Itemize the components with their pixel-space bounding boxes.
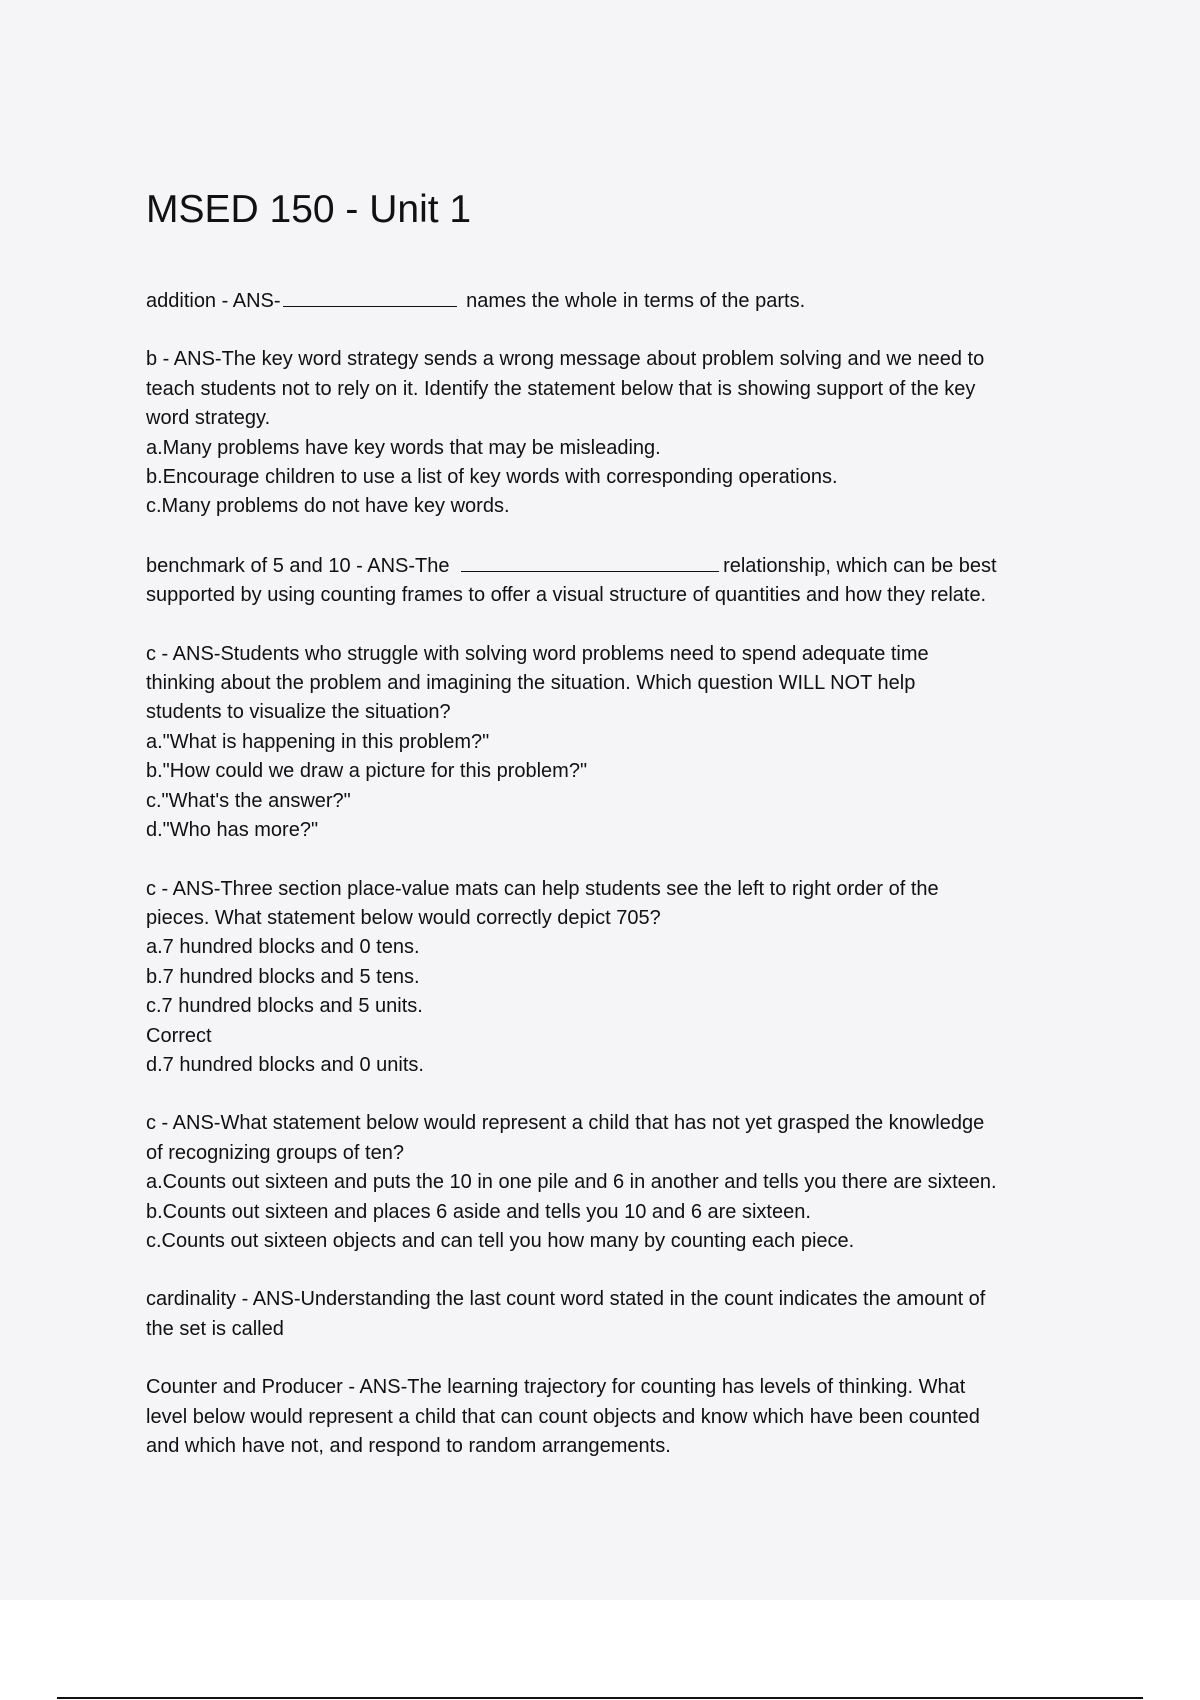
answer-option: a."What is happening in this problem?" <box>146 730 490 753</box>
entry-term-text: addition - ANS- <box>146 290 281 312</box>
flashcard-entry <box>146 1373 1096 1461</box>
entry-line: of recognizing groups of ten? <box>146 1141 404 1164</box>
answer-option: a.7 hundred blocks and 0 tens. <box>146 936 420 959</box>
entry-line: Counter and Producer - ANS-The learning trajectory for counting has levels of thinking. What <box>146 1376 966 1399</box>
answer-option: b.7 hundred blocks and 5 tens. <box>146 965 420 988</box>
entry-line: cardinality - ANS-Understanding the last count word stated in the count indicates the amount of <box>146 1288 986 1311</box>
flashcard-entry <box>146 551 1096 611</box>
entry-line: teach students not to rely on it. Identify the statement below that is showing support of the key <box>146 377 976 400</box>
document-title: MSED 150 - Unit 1 <box>146 188 472 231</box>
entry-line: and which have not, and respond to random arrangements. <box>146 1435 671 1457</box>
entry-line: students to visualize the situation? <box>146 701 451 724</box>
flashcard-entry <box>146 1109 1096 1256</box>
flashcard-entry <box>146 1285 1096 1344</box>
flashcard-entry <box>146 640 1096 846</box>
entry-line: supported by using counting frames to offer a visual structure of quantities and how they relate. <box>146 584 987 607</box>
flashcard-entry <box>146 875 1096 1081</box>
flashcard-entry <box>146 345 1096 521</box>
entry-line: b - ANS-The key word strategy sends a wrong message about problem solving and we need to <box>146 348 985 371</box>
entry-line: thinking about the problem and imagining the situation. Which question WILL NOT help <box>146 672 916 695</box>
answer-option: b."How could we draw a picture for this problem?" <box>146 760 588 783</box>
answer-option: a.Counts out sixteen and puts the 10 in one pile and 6 in another and tells you there are sixteen. <box>146 1171 997 1194</box>
answer-option: b.Counts out sixteen and places 6 aside and tells you 10 and 6 are sixteen. <box>146 1200 811 1223</box>
entry-line: c - ANS-What statement below would represent a child that has not yet grasped the knowledge <box>146 1112 985 1135</box>
entry-line: word strategy. <box>146 407 271 430</box>
answer-option: c.Many problems do not have key words. <box>146 495 510 518</box>
entry-line <box>146 286 1096 316</box>
entry-line: the set is called <box>146 1317 284 1340</box>
correct-marker: Correct <box>146 1024 212 1047</box>
entry-line: pieces. What statement below would correctly depict 705? <box>146 906 661 929</box>
answer-option: d."Who has more?" <box>146 819 319 842</box>
answer-blank <box>461 551 719 572</box>
footer-divider <box>57 1697 1143 1699</box>
document-content <box>146 186 1096 1490</box>
answer-option: a.Many problems have key words that may be misleading. <box>146 436 661 459</box>
answer-blank <box>283 286 457 307</box>
entry-definition-text: names the whole in terms of the parts. <box>460 290 806 312</box>
answer-option: c."What's the answer?" <box>146 789 351 812</box>
answer-option: c.7 hundred blocks and 5 units. <box>146 995 423 1018</box>
entry-term-text: benchmark of 5 and 10 - ANS-The <box>146 554 456 577</box>
answer-option: c.Counts out sixteen objects and can tell you how many by counting each piece. <box>146 1229 855 1252</box>
answer-option: b.Encourage children to use a list of key words with corresponding operations. <box>146 466 838 489</box>
entry-line: level below would represent a child that can count objects and know which have been counted <box>146 1405 980 1428</box>
entry-line <box>146 551 1096 581</box>
entry-definition-text: relationship, which can be best <box>723 554 997 577</box>
entry-line: c - ANS-Three section place-value mats can help students see the left to right order of the <box>146 877 939 900</box>
flashcard-entry <box>146 286 1096 316</box>
answer-option: d.7 hundred blocks and 0 units. <box>146 1053 424 1076</box>
entry-line: c - ANS-Students who struggle with solving word problems need to spend adequate time <box>146 642 929 665</box>
